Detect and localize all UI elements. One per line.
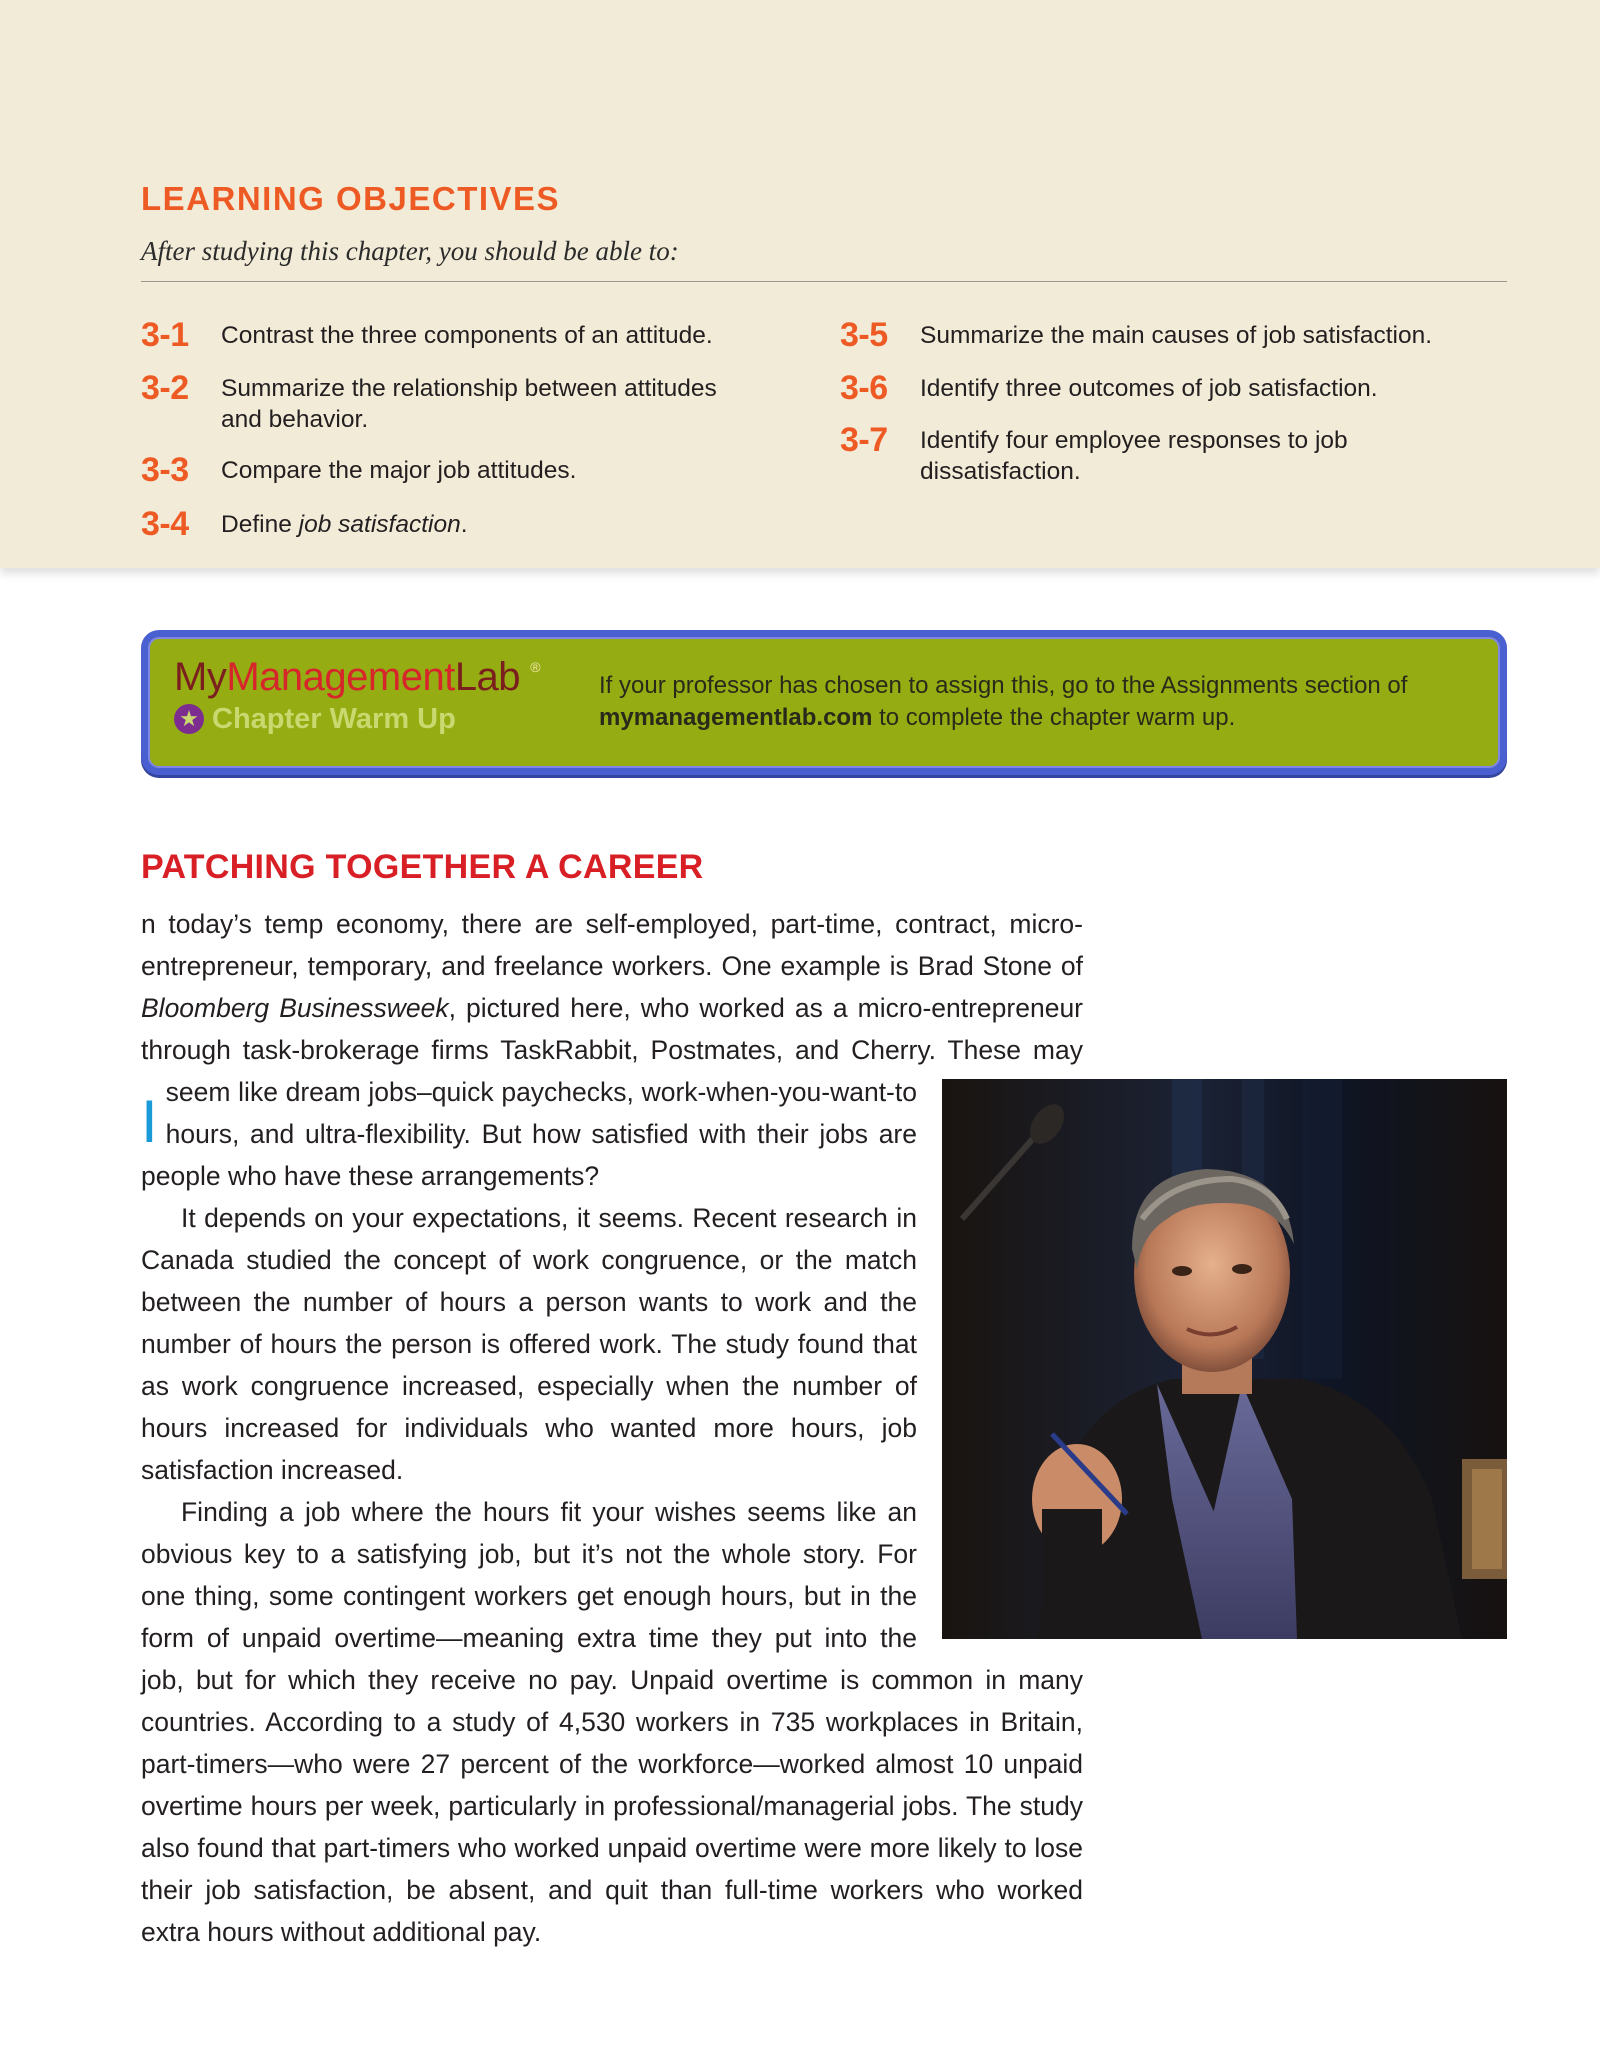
objective-number: 3-3: [141, 451, 189, 489]
objective-number: 3-7: [840, 421, 888, 459]
objective-text: Compare the major job attitudes.: [221, 457, 577, 484]
objective-text: Identify four employee responses to job dissatisfaction.: [920, 427, 1348, 485]
article-title: PATCHING TOGETHER A CAREER: [141, 848, 704, 886]
drop-cap: I: [141, 1088, 158, 1155]
learning-objectives-subtitle: After studying this chapter, you should be able to:: [141, 236, 679, 266]
objective-number: 3-5: [840, 316, 888, 354]
learning-objectives-heading: LEARNING OBJECTIVES: [141, 180, 561, 217]
objective-number: 3-1: [141, 316, 189, 354]
learning-objectives-panel: [0, 0, 1600, 568]
brad-stone-photo: [942, 1079, 1507, 1639]
paragraph: Finding a job where the hours fit your wishes seems like an obvious key to a satisfying job, but it’s not the whole story. For one thing, some contingent workers get enough hours, but in the form of unpaid overtime—meaning extra time they put into the job, but for which they receive no pay. Unpaid overtime is common in many countries. According to a study of 4,530 workers in 735 workplaces in Britain, part-timers—who were 27 percent of the workforce—worked almost 10 unpaid overtime hours per week, particularly in professional/managerial jobs. The study also found that part-timers who worked unpaid overtime were more likely to lose their job satisfaction, be absent, and quit than full-time workers who worked extra hours without additional pay.: [141, 1497, 1083, 1947]
objective-number: 3-4: [141, 505, 189, 543]
objective-text: Define job satisfaction.: [221, 511, 468, 538]
warm-up-instructions: If your professor has chosen to assign this, go to the Assignments section of mymanagementlab.com to complete the chapter warm up.: [599, 672, 1408, 731]
chapter-warm-up-label: ★ Chapter Warm Up: [174, 703, 456, 736]
mymanagementlab-link[interactable]: mymanagementlab.com: [599, 704, 873, 731]
mymanagementlab-banner: [141, 630, 1507, 775]
star-icon: ★: [174, 704, 204, 734]
objective-number: 3-2: [141, 369, 189, 407]
objective-text: Summarize the relationship between attitudes and behavior.: [221, 375, 717, 433]
mymanagementlab-logo: MyManagementLab ®: [174, 655, 541, 699]
divider: [141, 281, 1507, 282]
paragraph: I n today’s temp economy, there are self-employed, part-time, contract, micro-entrepreneur, temporary, and freelance workers. One example is Brad Stone of Bloomberg Businessweek, pictured here, who worked as a micro-entrepreneur through task-brokerage firms TaskRabbit, Postmates, and Cherry. These may seem like dream jobs–quick paychecks, work-when-you-want-to hours, and ultra-flexibility. But how satisfied with their jobs are people who have these arrangements?: [141, 909, 1084, 1191]
objective-text: Contrast the three components of an attitude.: [221, 322, 713, 349]
objective-number: 3-6: [840, 369, 888, 407]
objective-text: Summarize the main causes of job satisfaction.: [920, 322, 1433, 349]
paragraph: It depends on your expectations, it seems. Recent research in Canada studied the concept of work congruence, or the match between the number of hours a person wants to work and the number of hours the person is offered work. The study found that as work congruence increased, especially when the number of hours increased for individuals who wanted more hours, job satisfaction increased.: [141, 1203, 917, 1485]
objective-text: Identify three outcomes of job satisfaction.: [920, 375, 1378, 402]
